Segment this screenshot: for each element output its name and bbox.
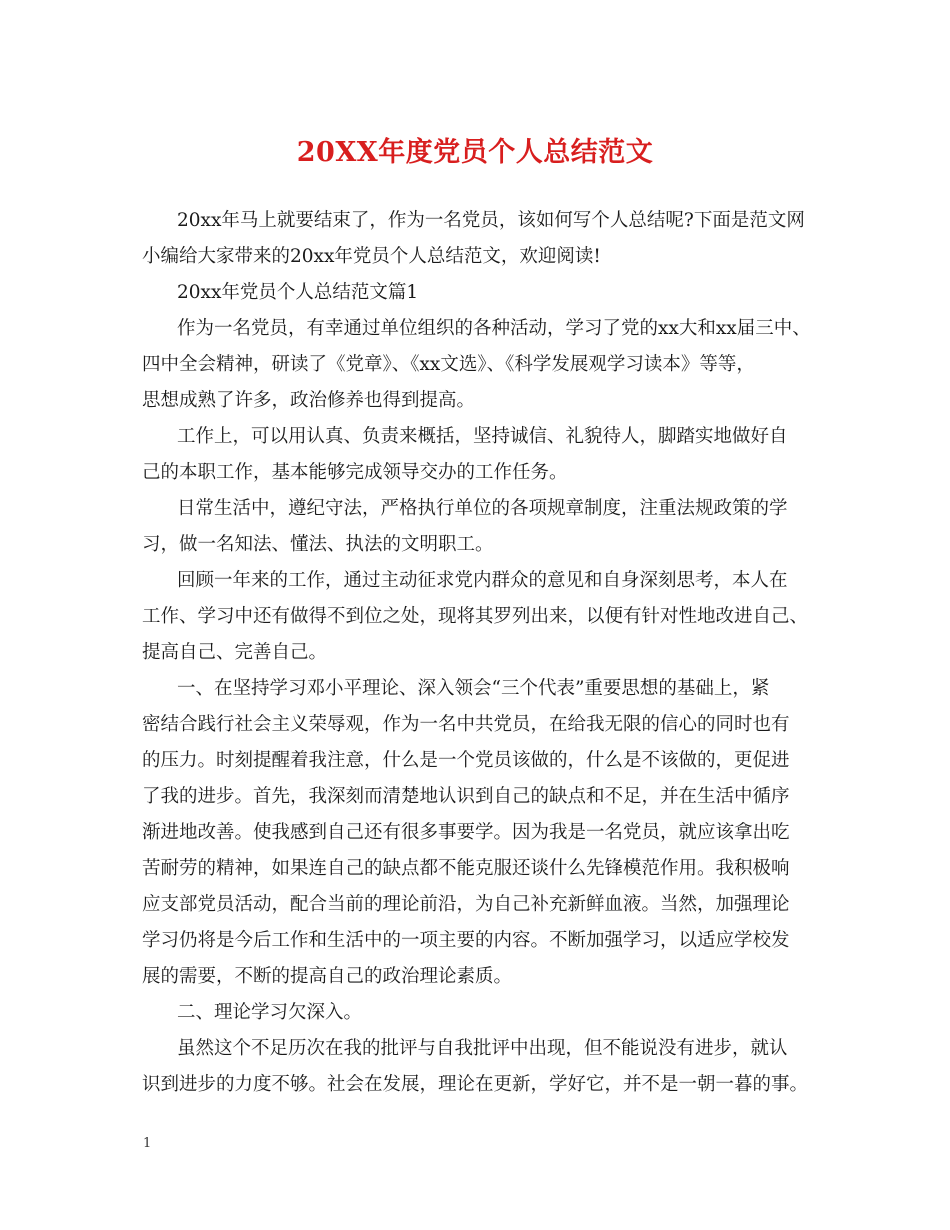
paragraph-line: 20xx年马上就要结束了，作为一名党员，该如何写个人总结呢?下面是范文网: [177, 210, 805, 231]
paragraph-line: 展的需要，不断的提高自己的政治理论素质。: [142, 966, 513, 987]
document-title: 20XX年度党员个人总结范文: [296, 137, 654, 168]
paragraph-line: 思想成熟了许多，政治修养也得到提高。: [142, 390, 476, 411]
paragraph-line: 二、理论学习欠深入。: [177, 1002, 363, 1023]
paragraph-line: 应支部党员活动，配合当前的理论前沿，为自己补充新鲜血液。当然，加强理论: [142, 894, 790, 915]
paragraph-line: 识到进步的力度不够。社会在发展，理论在更新，学好它，并不是一朝一暮的事。: [142, 1074, 809, 1095]
paragraph-line: 提高自己、完善自己。: [142, 642, 328, 663]
paragraph-line: 习，做一名知法、懂法、执法的文明职工。: [142, 534, 494, 555]
paragraph-line: 渐进地改善。使我感到自己还有很多事要学。因为我是一名党员，就应该拿出吃: [142, 822, 790, 843]
paragraph-line: 一、在坚持学习邓小平理论、深入领会“三个代表”重要思想的基础上，紧: [177, 678, 770, 699]
paragraph-line: 苦耐劳的精神，如果连自己的缺点都不能克服还谈什么先锋模范作用。我积极响: [142, 858, 790, 879]
paragraph-line: 工作上，可以用认真、负责来概括，坚持诚信、礼貌待人，脚踏实地做好自: [177, 426, 788, 447]
page-number: 1: [143, 1136, 152, 1151]
paragraph-line: 日常生活中，遵纪守法，严格执行单位的各项规章制度，注重法规政策的学: [177, 498, 788, 519]
paragraph-line: 四中全会精神，研读了《党章》、《xx文选》、《科学发展观学习读本》等等，: [142, 354, 755, 375]
section-heading: 20xx年党员个人总结范文篇1: [177, 282, 419, 303]
paragraph-line: 密结合践行社会主义荣辱观，作为一名中共党员，在给我无限的信心的同时也有: [142, 714, 790, 735]
paragraph-line: 小编给大家带来的20xx年党员个人总结范文，欢迎阅读!: [142, 246, 601, 267]
paragraph-line: 工作、学习中还有做得不到位之处，现将其罗列出来，以便有针对性地改进自己、: [142, 606, 809, 627]
paragraph-line: 回顾一年来的工作，通过主动征求党内群众的意见和自身深刻思考，本人在: [177, 570, 788, 591]
paragraph-line: 学习仍将是今后工作和生活中的一项主要的内容。不断加强学习，以适应学校发: [142, 930, 790, 951]
paragraph-line: 了我的进步。首先，我深刻而清楚地认识到自己的缺点和不足，并在生活中循序: [142, 786, 790, 807]
paragraph-line: 作为一名党员，有幸通过单位组织的各种活动，学习了党的xx大和xx届三中、: [177, 318, 811, 339]
paragraph-line: 己的本职工作，基本能够完成领导交办的工作任务。: [142, 462, 568, 483]
paragraph-line: 的压力。时刻提醒着我注意，什么是一个党员该做的，什么是不该做的，更促进: [142, 750, 790, 771]
paragraph-line: 虽然这个不足历次在我的批评与自我批评中出现，但不能说没有进步，就认: [177, 1038, 788, 1059]
